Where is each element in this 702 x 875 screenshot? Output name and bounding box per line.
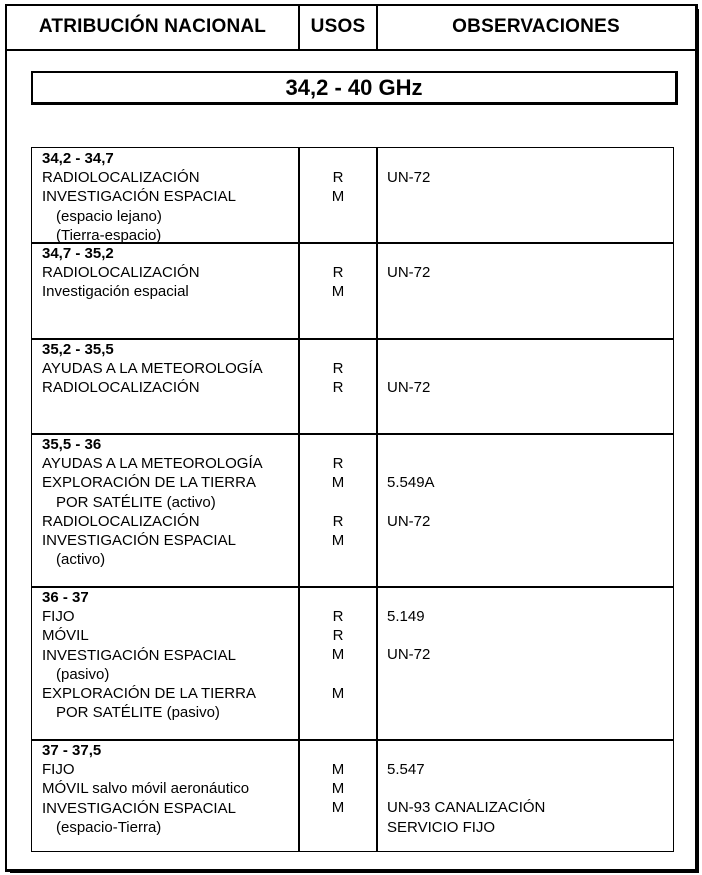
service-name: MÓVIL salvo móvil aeronáutico xyxy=(42,780,250,798)
service-qualifier: (espacio lejano) xyxy=(56,207,162,225)
service-name: RADIOLOCALIZACIÓN xyxy=(42,264,200,282)
frame-shadow-right xyxy=(695,9,699,873)
range-label: 37 - 37,5 xyxy=(42,742,102,759)
service-name: RADIOLOCALIZACIÓN xyxy=(42,512,200,530)
observation: 5.149 xyxy=(387,608,425,625)
uses-cell xyxy=(300,454,376,550)
observation xyxy=(387,626,667,645)
use-code: M xyxy=(331,531,345,549)
table-row xyxy=(42,149,298,245)
service-qualifier: (Tierra-espacio) xyxy=(56,226,162,244)
use-code: M xyxy=(331,761,345,778)
uses-cell xyxy=(300,760,376,818)
service-qualifier: (espacio-Tierra) xyxy=(56,818,162,836)
range-label: 34,7 - 35,2 xyxy=(42,245,114,262)
service-name: FIJO xyxy=(42,608,75,626)
observation xyxy=(387,492,667,511)
service-name: Investigación espacial xyxy=(42,283,189,301)
observation: UN-72 xyxy=(387,512,431,530)
use-code: M xyxy=(331,799,345,817)
observations-cell xyxy=(387,263,667,282)
table-row xyxy=(42,340,298,398)
service-name: EXPLORACIÓN DE LA TIERRA xyxy=(42,474,256,492)
range-label: 34,2 - 34,7 xyxy=(42,150,114,167)
uses-cell xyxy=(300,263,376,301)
service-name: MÓVIL xyxy=(42,627,89,645)
observations-cell xyxy=(387,168,667,187)
observations-cell xyxy=(387,760,667,837)
use-code: R xyxy=(332,608,344,625)
observation: UN-72 xyxy=(387,264,431,281)
table-divider-2 xyxy=(376,147,378,852)
use-code: R xyxy=(332,264,344,281)
use-code: R xyxy=(332,360,344,377)
service-name: AYUDAS A LA METEOROLOGÍA xyxy=(42,360,263,378)
service-name: INVESTIGACIÓN ESPACIAL xyxy=(42,799,236,817)
service-name: RADIOLOCALIZACIÓN xyxy=(42,379,200,397)
observation: UN-93 CANALIZACIÓN xyxy=(387,799,546,817)
table-row xyxy=(42,588,298,722)
observation xyxy=(387,454,667,473)
uses-cell xyxy=(300,607,376,703)
observation: SERVICIO FIJO xyxy=(387,818,496,836)
table-row xyxy=(42,741,298,837)
uses-cell xyxy=(300,359,376,397)
observations-cell xyxy=(387,359,667,397)
service-qualifier: POR SATÉLITE (activo) xyxy=(56,493,216,511)
observation: UN-72 xyxy=(387,646,431,664)
use-code: R xyxy=(332,512,344,530)
use-code xyxy=(300,665,376,684)
use-code: R xyxy=(332,379,344,397)
use-code: M xyxy=(331,684,345,702)
observation: 5.549A xyxy=(387,474,435,492)
service-name: INVESTIGACIÓN ESPACIAL xyxy=(42,188,236,206)
use-code: M xyxy=(331,474,345,492)
observation: 5.547 xyxy=(387,761,425,778)
range-label: 35,2 - 35,5 xyxy=(42,341,114,358)
table-row xyxy=(42,435,298,569)
frame-shadow-bottom xyxy=(10,869,699,873)
observation xyxy=(387,359,667,378)
header-usos: USOS xyxy=(310,16,366,37)
service-qualifier: (activo) xyxy=(56,551,106,569)
use-code: R xyxy=(332,627,344,645)
use-code: M xyxy=(331,646,345,664)
use-code: R xyxy=(332,455,344,472)
use-code xyxy=(300,492,376,511)
frequency-band-title: 34,2 - 40 GHz xyxy=(31,71,678,105)
observation: UN-72 xyxy=(387,169,431,186)
use-code: M xyxy=(331,188,345,206)
observations-cell xyxy=(387,607,667,665)
header-atribucion: ATRIBUCIÓN NACIONAL xyxy=(38,16,267,37)
service-name: INVESTIGACIÓN ESPACIAL xyxy=(42,531,236,549)
use-code: R xyxy=(332,169,344,186)
table-row xyxy=(42,244,298,302)
observations-cell xyxy=(387,454,667,531)
service-name: RADIOLOCALIZACIÓN xyxy=(42,169,200,187)
header-rule xyxy=(5,49,696,51)
service-qualifier: (pasivo) xyxy=(56,665,110,683)
use-code: M xyxy=(331,780,345,798)
observation: UN-72 xyxy=(387,379,431,397)
service-qualifier: POR SATÉLITE (pasivo) xyxy=(56,704,220,722)
use-code: M xyxy=(331,283,345,301)
range-label: 35,5 - 36 xyxy=(42,436,102,453)
service-name: INVESTIGACIÓN ESPACIAL xyxy=(42,646,236,664)
range-label: 36 - 37 xyxy=(42,589,89,606)
service-name: AYUDAS A LA METEOROLOGÍA xyxy=(42,455,263,473)
observation xyxy=(387,779,667,798)
uses-cell xyxy=(300,168,376,206)
header-observaciones: OBSERVACIONES xyxy=(452,16,620,37)
service-name: FIJO xyxy=(42,761,75,779)
service-name: EXPLORACIÓN DE LA TIERRA xyxy=(42,684,256,702)
